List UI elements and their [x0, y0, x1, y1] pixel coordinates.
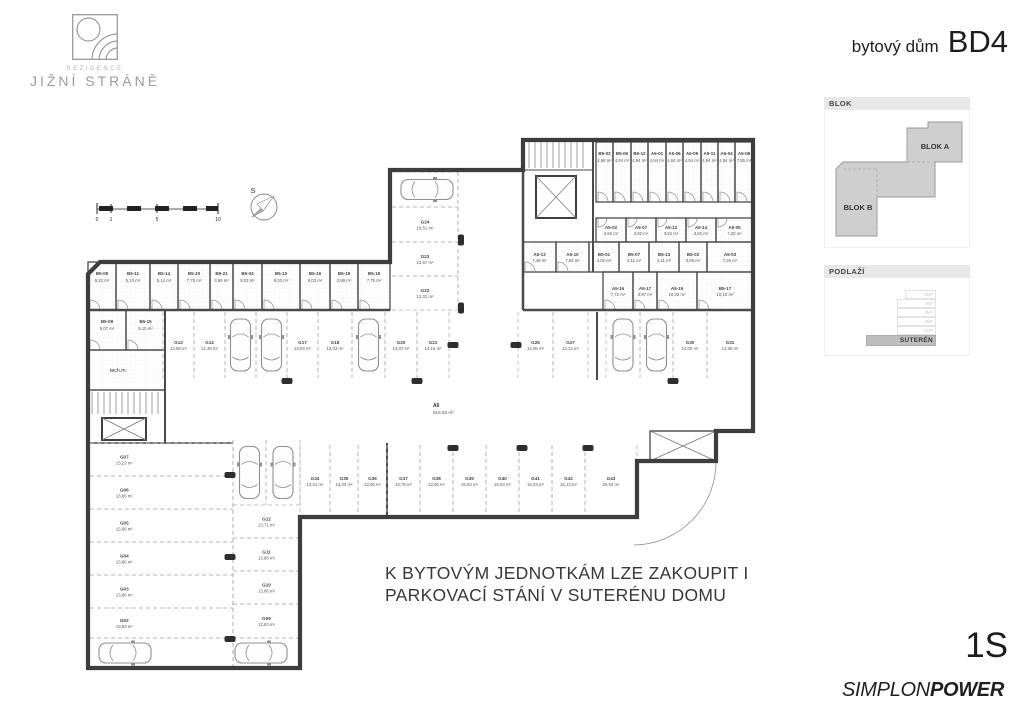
page-title — [852, 24, 1008, 60]
svg-text:G23: G23 — [420, 254, 430, 259]
floor-bar-1np[interactable]: 1NP — [897, 326, 936, 335]
scale-tick-5: 5 — [155, 217, 159, 223]
svg-text:G17: G17 — [298, 340, 307, 345]
north-label: S — [250, 186, 256, 195]
storage-room — [116, 262, 150, 310]
svg-text:A5-10: A5-10 — [566, 252, 579, 257]
svg-text:4,94 m²: 4,94 m² — [632, 158, 647, 163]
svg-text:G21: G21 — [428, 340, 438, 345]
pillar — [583, 445, 594, 451]
svg-text:3,92 m²: 3,92 m² — [663, 231, 679, 236]
storage-room — [679, 242, 707, 272]
svg-text:B5-15: B5-15 — [139, 319, 152, 324]
storage-room — [88, 310, 126, 350]
svg-text:13,23 m²: 13,23 m² — [115, 460, 133, 466]
svg-text:13,06 m²: 13,06 m² — [428, 482, 445, 487]
svg-text:13,83 m²: 13,83 m² — [258, 622, 275, 627]
svg-text:3,99 m²: 3,99 m² — [214, 278, 229, 283]
svg-text:14,00 m²: 14,00 m² — [681, 346, 699, 351]
pillar — [412, 378, 423, 384]
svg-text:3,92 m²: 3,92 m² — [633, 231, 649, 236]
svg-text:5,07 m²: 5,07 m² — [99, 326, 115, 331]
svg-text:B5-18: B5-18 — [367, 271, 381, 276]
svg-text:G43: G43 — [606, 476, 616, 481]
svg-text:5,14 m²: 5,14 m² — [156, 278, 172, 283]
svg-text:B5-20: B5-20 — [187, 271, 201, 276]
svg-text:916,63 m²: 916,63 m² — [433, 410, 454, 415]
svg-text:3,99 m²: 3,99 m² — [336, 278, 352, 283]
svg-text:13,86 m²: 13,86 m² — [115, 526, 133, 532]
block-a-label[interactable]: BLOK A — [920, 142, 950, 151]
storage-room — [683, 142, 701, 202]
svg-text:B5-08: B5-08 — [95, 271, 109, 276]
svg-text:A5-16: A5-16 — [611, 286, 625, 291]
scale-tick-10: 10 — [215, 217, 221, 223]
storage-room — [735, 142, 753, 202]
car-icon — [611, 319, 636, 371]
svg-text:4,94 m²: 4,94 m² — [684, 158, 700, 163]
storage-room — [300, 262, 330, 310]
north-compass-icon — [250, 186, 277, 220]
svg-text:13,86 m²: 13,86 m² — [115, 592, 133, 598]
svg-text:G42: G42 — [564, 476, 573, 481]
svg-text:13,67 m²: 13,67 m² — [416, 260, 434, 265]
svg-text:15,03 m²: 15,03 m² — [527, 482, 544, 487]
svg-text:G31: G31 — [725, 340, 735, 345]
svg-text:G36: G36 — [368, 476, 377, 481]
svg-text:20,53 m²: 20,53 m² — [602, 482, 620, 487]
block-b-label[interactable]: BLOK B — [843, 203, 873, 212]
svg-text:4,94 m²: 4,94 m² — [702, 158, 717, 163]
svg-text:8,03 m²: 8,03 m² — [273, 278, 289, 283]
brand-name: JIŽNÍ STRÁNĚ — [29, 73, 161, 89]
svg-text:G41: G41 — [531, 476, 540, 481]
storage-room — [178, 262, 210, 310]
storage-room — [697, 272, 753, 310]
svg-text:G10: G10 — [262, 582, 271, 588]
svg-text:A5-11: A5-11 — [703, 151, 716, 156]
floor-selector — [824, 278, 970, 356]
svg-text:13,86 m²: 13,86 m² — [115, 493, 133, 499]
block-footprint — [836, 122, 962, 236]
svg-text:7,55 m²: 7,55 m² — [736, 158, 752, 163]
svg-text:A5-12: A5-12 — [664, 225, 678, 230]
svg-text:B5-17: B5-17 — [718, 286, 732, 291]
car-icon — [228, 319, 253, 371]
svg-text:5,22 m²: 5,22 m² — [94, 278, 110, 283]
svg-text:B5-01: B5-01 — [597, 252, 611, 257]
brand-logo — [20, 14, 170, 89]
svg-text:G06: G06 — [119, 487, 129, 493]
svg-text:G38: G38 — [432, 476, 441, 481]
svg-text:7,75 m²: 7,75 m² — [366, 278, 382, 283]
storage-room — [233, 262, 262, 310]
floor-bar-3np[interactable]: 3NP — [897, 308, 936, 317]
svg-text:G12: G12 — [262, 516, 271, 522]
podlazi-panel-title: PODLAŽÍ — [824, 265, 970, 278]
svg-text:10,02 m²: 10,02 m² — [668, 292, 686, 297]
storage-room — [649, 242, 679, 272]
svg-text:4,11 m²: 4,11 m² — [626, 258, 642, 263]
pillar — [282, 378, 293, 384]
svg-text:18,51 m²: 18,51 m² — [416, 225, 434, 231]
svg-text:B5-16: B5-16 — [308, 271, 322, 276]
svg-text:A5-08: A5-08 — [737, 151, 751, 156]
svg-text:G11: G11 — [262, 549, 271, 555]
svg-text:A5-13: A5-13 — [533, 252, 546, 257]
storage-room — [150, 262, 178, 310]
svg-text:G40: G40 — [498, 476, 507, 481]
blok-panel-title: BLOK — [824, 97, 970, 110]
svg-text:13,86 m²: 13,86 m² — [258, 555, 275, 561]
svg-text:G03: G03 — [119, 586, 129, 592]
svg-text:7,72 m²: 7,72 m² — [610, 292, 626, 297]
svg-text:G27: G27 — [566, 340, 575, 345]
storage-room — [523, 242, 556, 272]
svg-text:A5-01: A5-01 — [650, 151, 664, 156]
pillar — [517, 445, 528, 451]
svg-text:7,75 m²: 7,75 m² — [186, 278, 202, 283]
storage-room — [656, 218, 686, 242]
pillar — [225, 636, 236, 642]
svg-text:8,03 m²: 8,03 m² — [240, 278, 255, 283]
svg-text:A5-03: A5-03 — [723, 252, 737, 257]
svg-text:G35: G35 — [339, 476, 349, 481]
svg-text:15,13 m²: 15,13 m² — [560, 482, 577, 487]
car-icon — [356, 319, 381, 371]
storage-room — [556, 242, 589, 272]
svg-text:B5-03: B5-03 — [686, 252, 700, 257]
svg-text:4,94 m²: 4,94 m² — [719, 158, 734, 163]
car-icon — [271, 447, 296, 499]
svg-text:13,71 m²: 13,71 m² — [258, 522, 275, 528]
svg-text:A5-07: A5-07 — [634, 225, 648, 230]
svg-text:B5-07: B5-07 — [627, 252, 641, 257]
brand-bold: POWER — [929, 679, 1004, 701]
car-icon — [401, 177, 453, 202]
note-text — [385, 562, 749, 606]
svg-text:3,92 m²: 3,92 m² — [693, 231, 709, 236]
svg-text:13,03 m²: 13,03 m² — [335, 482, 353, 487]
svg-text:13,03 m²: 13,03 m² — [294, 346, 311, 351]
brand-logo-mark-icon — [72, 14, 118, 60]
storage-room — [262, 262, 300, 310]
svg-text:4,94 m²: 4,94 m² — [649, 158, 665, 163]
blok-panel — [824, 97, 970, 248]
pillar — [448, 342, 459, 348]
svg-text:B5-02: B5-02 — [598, 151, 611, 156]
note-line-1: K BYTOVÝM JEDNOTKÁM LZE ZAKOUPIT I — [385, 563, 749, 583]
svg-text:A5-02: A5-02 — [604, 225, 618, 230]
storage-room — [626, 218, 656, 242]
svg-text:10,10 m²: 10,10 m² — [716, 292, 734, 297]
note-line-2: PARKOVACÍ STÁNÍ V SUTERÉNU DOMU — [385, 585, 727, 605]
svg-text:G20: G20 — [396, 340, 406, 345]
tech-room — [88, 350, 165, 390]
storage-room — [619, 242, 649, 272]
storage-room — [330, 262, 358, 310]
storage-room — [633, 272, 657, 310]
pillar — [448, 445, 459, 451]
svg-text:3,97 m²: 3,97 m² — [637, 292, 653, 297]
svg-text:B5-09: B5-09 — [100, 319, 114, 324]
svg-text:G05: G05 — [119, 520, 129, 526]
svg-text:13,06 m²: 13,06 m² — [364, 482, 381, 487]
svg-text:15,53 m²: 15,53 m² — [461, 482, 478, 487]
brand-name-small: REZIDENCE — [66, 66, 124, 72]
storage-room — [648, 142, 666, 202]
svg-text:G22: G22 — [420, 288, 430, 293]
svg-text:tech.m.: tech.m. — [109, 368, 128, 374]
storage-room — [707, 242, 753, 272]
svg-text:B5-10: B5-10 — [274, 271, 288, 276]
floor-code: 1S — [965, 626, 1008, 665]
svg-text:B5-12: B5-12 — [633, 151, 646, 156]
svg-text:7,20 m²: 7,20 m² — [727, 231, 742, 236]
svg-text:3,92 m²: 3,92 m² — [603, 231, 619, 236]
floor-bar-2np[interactable]: 2NP — [897, 317, 936, 326]
svg-text:G13: G13 — [174, 340, 183, 345]
svg-text:B5-11: B5-11 — [126, 271, 140, 276]
svg-text:B5-19: B5-19 — [337, 271, 351, 276]
scale-bar — [96, 203, 221, 223]
storage-room — [701, 142, 718, 202]
svg-text:4,02 m²: 4,02 m² — [596, 258, 612, 263]
storage-room — [686, 218, 716, 242]
svg-text:G14: G14 — [205, 340, 214, 345]
svg-text:13,21 m²: 13,21 m² — [306, 482, 324, 487]
svg-text:G34: G34 — [310, 476, 320, 481]
svg-text:A5-06: A5-06 — [668, 151, 681, 156]
svg-text:4,98 m²: 4,98 m² — [597, 158, 612, 163]
svg-text:A5-14: A5-14 — [694, 225, 708, 230]
svg-text:G37: G37 — [399, 476, 408, 481]
storage-room — [657, 272, 697, 310]
svg-text:13,03 m²: 13,03 m² — [326, 346, 344, 351]
svg-text:G18: G18 — [330, 340, 340, 345]
storage-room — [603, 272, 633, 310]
svg-text:5,10 m²: 5,10 m² — [125, 278, 141, 283]
svg-text:B5-06: B5-06 — [615, 151, 629, 156]
pillar — [668, 378, 679, 384]
storage-room — [126, 310, 165, 350]
svg-text:13,16 m²: 13,16 m² — [424, 346, 442, 351]
pillar — [458, 235, 464, 246]
svg-text:13,86 m²: 13,86 m² — [115, 559, 133, 565]
car-icon — [237, 447, 262, 499]
svg-text:14,06 m²: 14,06 m² — [527, 346, 544, 351]
storage-room — [210, 262, 233, 310]
svg-text:4,94 m²: 4,94 m² — [614, 158, 630, 163]
svg-text:4,11 m²: 4,11 m² — [656, 258, 672, 263]
pillar — [458, 303, 464, 314]
svg-text:G07: G07 — [119, 454, 129, 460]
svg-text:A5-15: A5-15 — [670, 286, 684, 291]
floor-bar-5np[interactable]: 5NP — [905, 290, 936, 299]
svg-text:G02: G02 — [119, 618, 129, 623]
brand-regular: SIMPLON — [842, 679, 930, 701]
svg-text:7,26 m²: 7,26 m² — [722, 258, 738, 263]
svg-text:13,31 m²: 13,31 m² — [416, 294, 434, 299]
svg-text:3,95 m²: 3,95 m² — [685, 258, 701, 263]
svg-text:4,94 m²: 4,94 m² — [667, 158, 682, 163]
svg-text:13,12 m²: 13,12 m² — [562, 346, 579, 351]
svg-text:G39: G39 — [465, 476, 474, 481]
car-icon — [259, 319, 284, 371]
car-icon — [99, 641, 151, 666]
svg-text:7,54 m²: 7,54 m² — [565, 258, 580, 263]
svg-text:13,68 m²: 13,68 m² — [170, 346, 187, 351]
svg-text:14,39 m²: 14,39 m² — [201, 346, 218, 351]
storage-room — [631, 142, 648, 202]
podlazi-panel — [824, 265, 970, 356]
floor-bar-4np[interactable]: 4NP — [897, 299, 936, 308]
svg-text:13,75 m²: 13,75 m² — [395, 482, 412, 487]
svg-text:A5-09: A5-09 — [685, 151, 699, 156]
svg-text:B5-13: B5-13 — [657, 252, 671, 257]
floor-bar-suteren[interactable]: SUTERÉN — [866, 335, 936, 346]
svg-text:G24: G24 — [420, 219, 430, 225]
svg-text:13,86 m²: 13,86 m² — [258, 588, 275, 594]
storage-room — [596, 142, 613, 202]
svg-text:G09: G09 — [262, 616, 271, 621]
svg-text:A5-04: A5-04 — [720, 151, 733, 156]
svg-text:5,10 m²: 5,10 m² — [138, 326, 153, 331]
svg-text:G30: G30 — [685, 340, 695, 345]
svg-text:13,83 m²: 13,83 m² — [115, 624, 133, 629]
svg-text:B5-14: B5-14 — [157, 271, 171, 276]
svg-text:B5-04: B5-04 — [241, 271, 254, 276]
storage-room — [716, 218, 753, 242]
storage-room — [718, 142, 735, 202]
svg-text:G26: G26 — [531, 340, 540, 345]
svg-text:A5-17: A5-17 — [638, 286, 652, 291]
storage-room — [613, 142, 631, 202]
car-icon — [235, 641, 287, 666]
svg-text:15,53 m²: 15,53 m² — [494, 482, 511, 487]
scale-tick-1: 1 — [109, 217, 113, 223]
storage-room — [358, 262, 390, 310]
svg-text:7,49 m²: 7,49 m² — [532, 258, 547, 263]
svg-text:G04: G04 — [119, 553, 129, 559]
svg-text:A5-05: A5-05 — [728, 225, 741, 230]
simplonpower-logo — [842, 679, 1004, 702]
svg-text:A6: A6 — [433, 403, 440, 409]
blok-panel-map — [824, 110, 970, 248]
scale-tick-0: 0 — [95, 217, 99, 223]
building-code: BD4 — [947, 24, 1008, 59]
building-label: bytový dům — [851, 37, 939, 56]
storage-room — [666, 142, 683, 202]
pillar — [511, 342, 522, 348]
pillar — [225, 554, 236, 560]
svg-text:B5-21: B5-21 — [215, 271, 228, 276]
car-icon — [644, 319, 669, 371]
pillar — [225, 472, 236, 478]
storage-room — [596, 218, 626, 242]
svg-text:8,03 m²: 8,03 m² — [307, 278, 323, 283]
svg-text:14,56 m²: 14,56 m² — [721, 346, 739, 351]
svg-text:13,37 m²: 13,37 m² — [392, 346, 410, 351]
